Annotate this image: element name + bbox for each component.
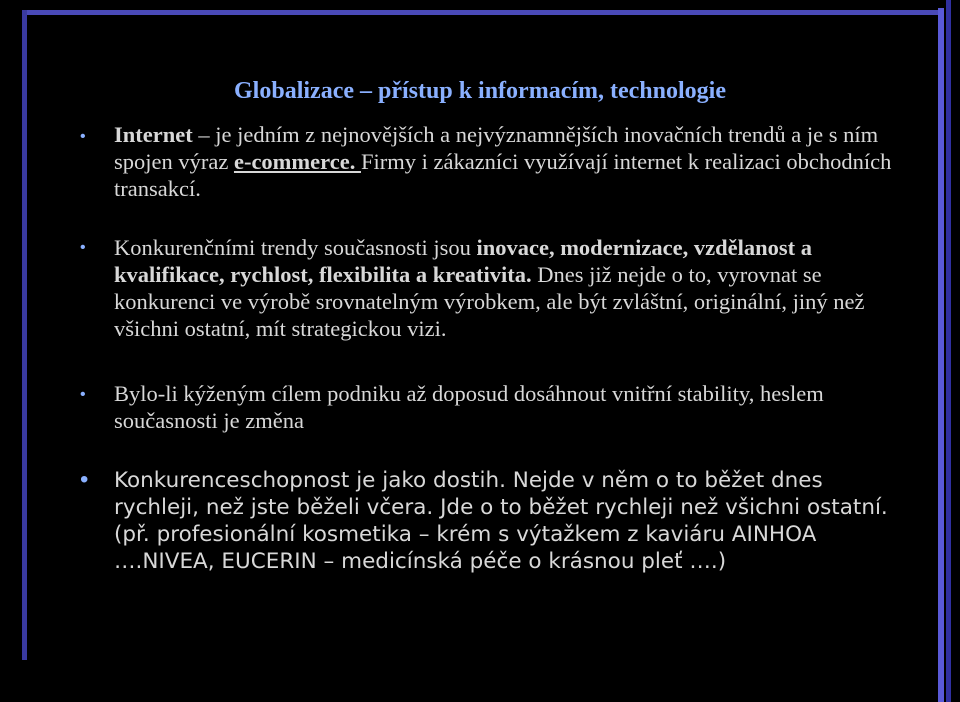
bullet-4: • bbox=[80, 466, 89, 493]
p2-bold-trends: inovace, modernizace, vzdělanost a kvalifikace, rychlost, flexibilita a kreativita. bbox=[114, 235, 813, 287]
p2-text-1: Konkurenčními trendy současnosti jsou bbox=[114, 235, 477, 260]
p1-text-2: Firmy i zákazníci využívají internet k realizaci obchodních transakcí. bbox=[114, 149, 892, 201]
bullet-2: • bbox=[80, 239, 86, 256]
paragraph-competitiveness: Konkurenceschopnost je jako dostih. Nejde v něm o to běžet dnes rychleji, než jste běželi včera. Jde o to běžet rychleji než všichni ostatní. (př. profesionální kosmetika – krém s výtažkem z kaviáru AINHOA ….NIVEA, EUCERIN – medicínská péče o krásnou pleť ….) bbox=[114, 468, 888, 574]
p2-text-2: Dnes již nejde o to, vyrovnat se konkurenci ve výrobě srovnatelným výrobkem, ale být zvláštní, originální, jiný než všichni ostatní, mít strategickou vizi. bbox=[114, 262, 865, 341]
paragraph-change: Bylo-li kýženým cílem podniku až doposud dosáhnout vnitřní stability, heslem současnosti je změna bbox=[114, 381, 824, 433]
bullet-3: • bbox=[80, 386, 86, 403]
frame-right-bar-outer bbox=[946, 0, 951, 702]
frame-left-bar bbox=[22, 10, 27, 660]
slide-title: Globalizace – přístup k informacím, technologie bbox=[234, 78, 726, 104]
p1-bold-internet: Internet bbox=[114, 122, 193, 147]
p1-bold-ecommerce: e-commerce. bbox=[233, 149, 361, 174]
paragraph-internet bbox=[114, 121, 914, 202]
paragraph-trends bbox=[114, 234, 914, 342]
p1-text-1: – je jedním z nejnovějších a nejvýznamnějších inovačních trendů a je s ním spojen výraz bbox=[114, 122, 879, 174]
bullet-1: • bbox=[80, 128, 86, 145]
frame-top-bar bbox=[22, 10, 940, 15]
frame-right-bar bbox=[938, 8, 944, 702]
